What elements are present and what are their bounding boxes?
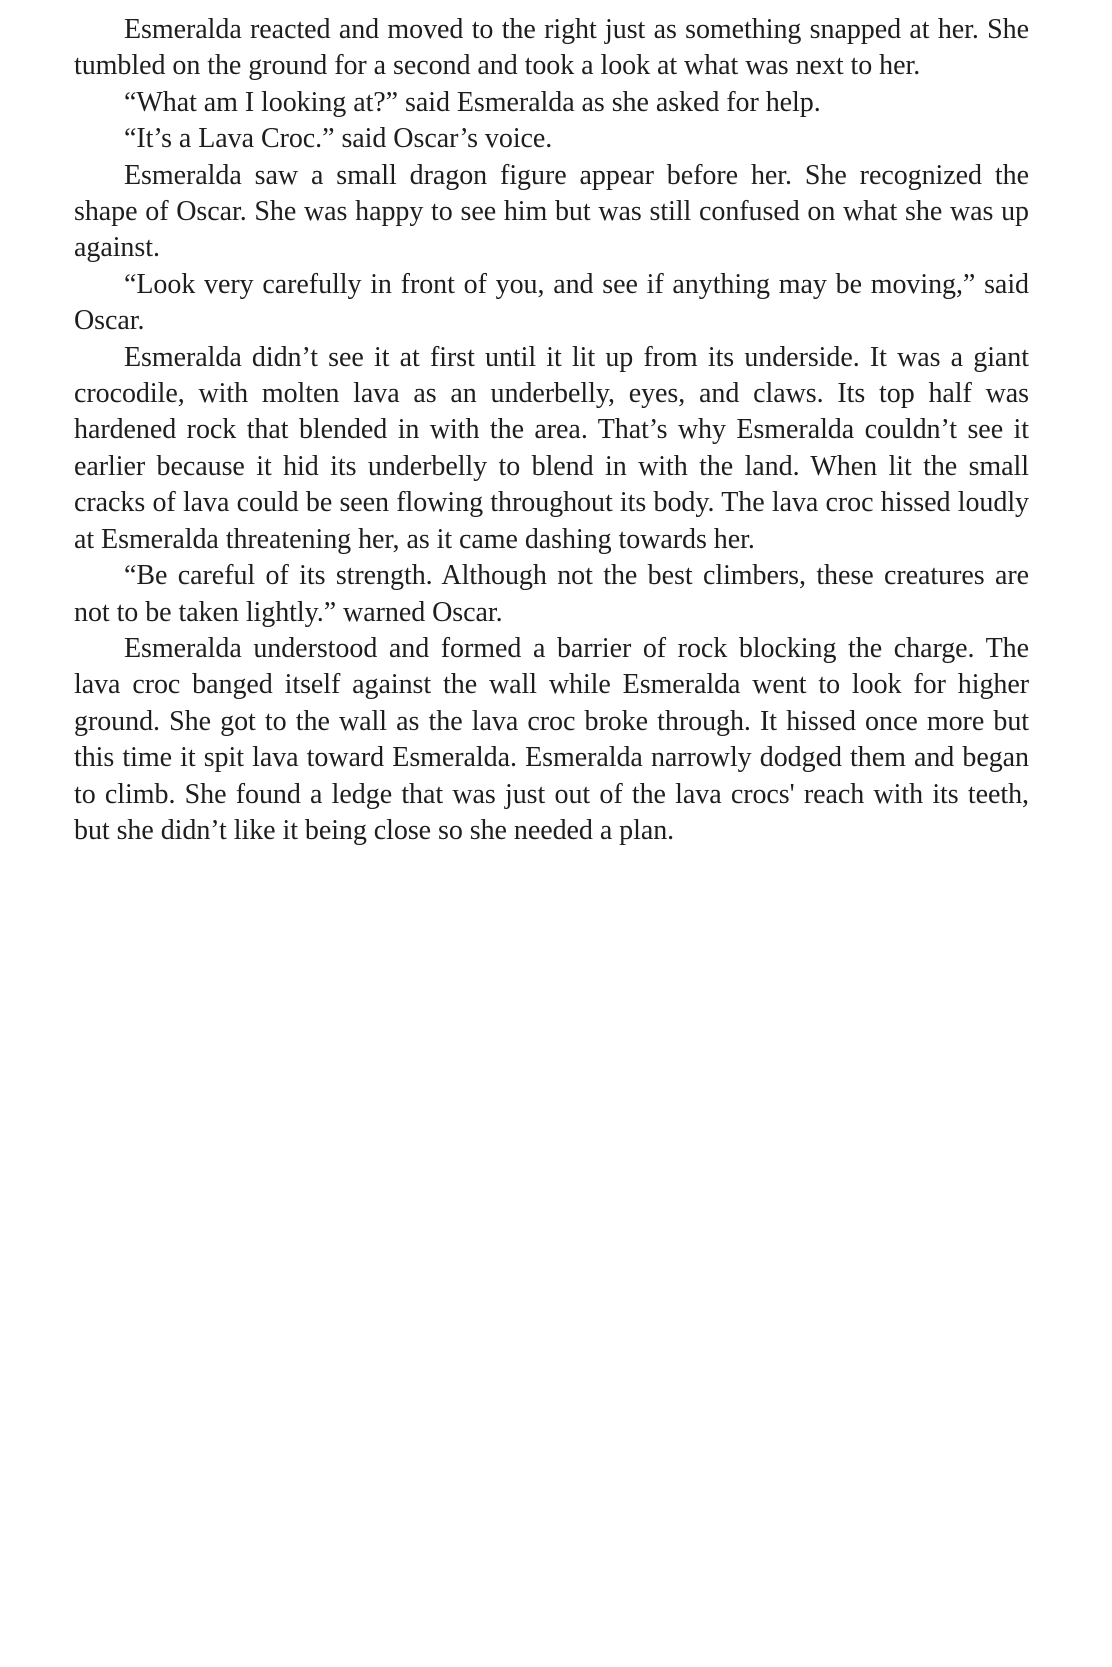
paragraph-8: Esmeralda understood and formed a barrier of rock blocking the charge. The lava croc banged itself against the wall while Esmeralda went to look for higher ground. She got to the wall as the lava croc broke through. It hissed once more but this time it spit lava toward Esmeralda. Esmeralda narrowly dodged them and began to climb. She found a ledge that was just out of the lava crocs' reach with its teeth, but she didn’t like it being close so she needed a plan. xyxy=(74,632,1029,846)
paragraph-6: Esmeralda didn’t see it at first until it lit up from its underside. It was a giant crocodile, with molten lava as an underbelly, eyes, and claws. Its top half was hardened rock that blended in with the area. That’s why Esmeralda couldn’t see it earlier because it hid its underbelly to blend in with the land. When lit the small cracks of lava could be seen flowing throughout its body. The lava croc hissed loudly at Esmeralda threatening her, as it came dashing towards her. xyxy=(74,341,1029,555)
book-page xyxy=(74,12,1029,849)
paragraph-1: Esmeralda reacted and moved to the right just as something snapped at her. She tumbled on the ground for a second and took a look at what was next to her. xyxy=(74,14,1029,82)
paragraph-3: “It’s a Lava Croc.” said Oscar’s voice. xyxy=(124,123,553,155)
paragraph-5: “Look very carefully in front of you, and see if anything may be moving,” said Oscar. xyxy=(74,268,1029,337)
paragraph-4: Esmeralda saw a small dragon figure appear before her. She recognized the shape of Oscar. She was happy to see him but was still confused on what she was up against. xyxy=(74,159,1029,264)
paragraph-7: “Be careful of its strength. Although not the best climbers, these creatures are not to be taken lightly.” warned Oscar. xyxy=(74,560,1029,628)
paragraph-2: “What am I looking at?” said Esmeralda as she asked for help. xyxy=(124,86,821,118)
